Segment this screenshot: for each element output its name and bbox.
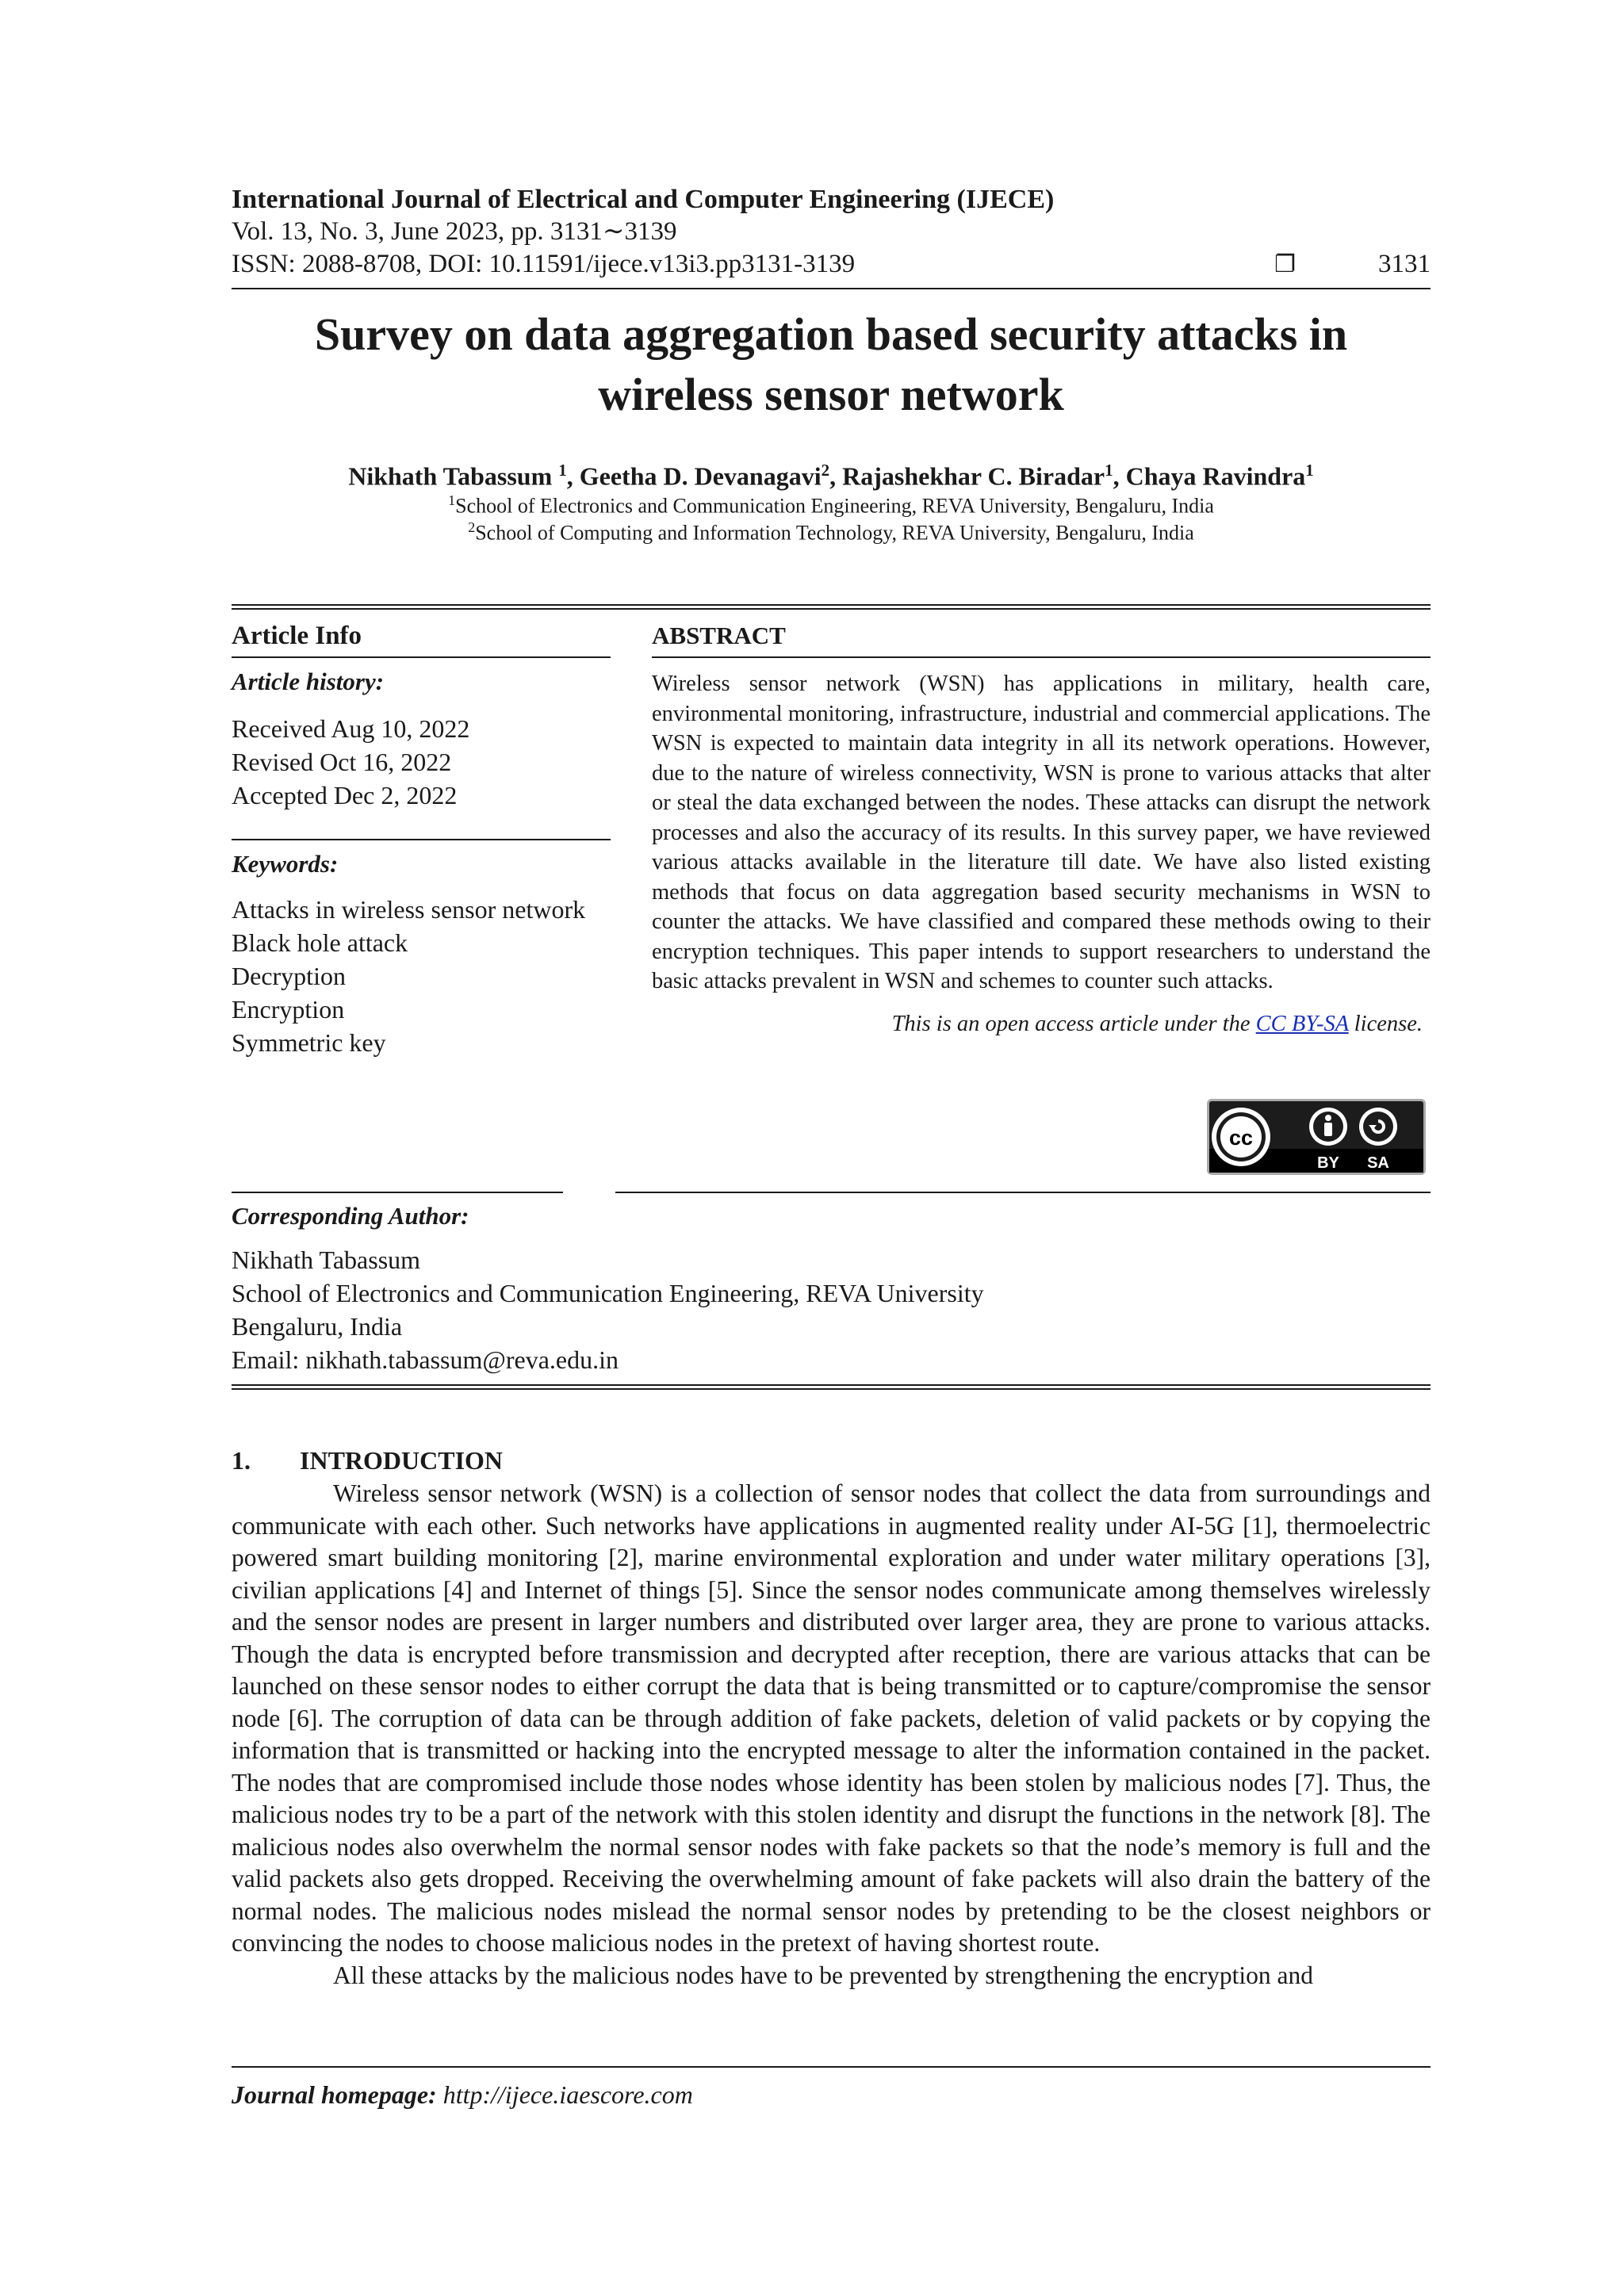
affiliation-text: School of Electronics and Communication Engineering, REVA University, Bengaluru, India	[455, 494, 1214, 518]
keyword: Attacks in wireless sensor network	[232, 895, 586, 924]
corresponding-city: Bengaluru, India	[232, 1312, 403, 1341]
section-heading	[232, 1443, 1431, 1478]
open-access-note	[652, 1009, 1431, 1039]
affiliation-mark: 1	[448, 492, 456, 508]
section-title: INTRODUCTION	[300, 1446, 504, 1475]
keyword: Decryption	[232, 962, 346, 990]
sa-icon	[1363, 1112, 1393, 1142]
rule-right	[615, 1192, 1431, 1193]
corresponding-email: Email: nikhath.tabassum@reva.edu.in	[232, 1345, 619, 1374]
author-name: Nikhath Tabassum	[348, 461, 559, 491]
author-separator: ,	[566, 461, 580, 491]
corresponding-label: Corresponding Author:	[232, 1202, 469, 1230]
corresponding-school: School of Electronics and Communication Engineering, REVA University	[232, 1279, 984, 1307]
issn-doi: ISSN: 2088-8708, DOI: 10.11591/ijece.v13i3.pp3131-3139	[232, 250, 856, 278]
title-line-1: Survey on data aggregation based security attacks in	[314, 308, 1348, 360]
history-received: Received Aug 10, 2022	[232, 714, 470, 743]
box-icon: ❐	[1274, 251, 1296, 278]
journal-name: International Journal of Electrical and Computer Engineering (IJECE)	[232, 185, 1055, 214]
by-label: BY	[1317, 1154, 1339, 1172]
keyword-list	[232, 893, 611, 1059]
section-number: 1.	[232, 1446, 251, 1475]
rule-left	[232, 1192, 563, 1193]
paper-title	[232, 304, 1431, 425]
open-access-prefix: This is an open access article under the	[891, 1011, 1256, 1036]
license-link[interactable]: CC BY-SA	[1255, 1011, 1349, 1036]
intro-paragraph-1: Wireless sensor network (WSN) is a collection of sensor nodes that collect the data from surroundings and communicate with each other. Such networks have applications in augmented reality under AI-5G [1], thermoelectric powered smart building monitoring [2], marine environmental exploration and under water military operations [3], civilian applications [4] and Internet of things [5]. Since the sensor nodes communicate among themselves wirelessly and the sensor nodes are present in larger numbers and distributed over larger area, they are prone to various attacks. Though the data is encrypted before transmission and decrypted after reception, there are various attacks that can be launched on these sensor nodes to either corrupt the data that is being transmitted or to capture/compromise the sensor node [6]. The corruption of data can be through addition of fake packets, deletion of valid packets or by copying the information that is transmitted or hacking into the encrypted message to alter the information contained in the packet. The nodes that are compromised include those nodes whose identity has been stolen by malicious nodes [7]. Thus, the malicious nodes try to be a part of the network with this stolen identity and disrupt the functions in the network [8]. The malicious nodes also overwhelm the normal sensor nodes with fake packets so that the node’s memory is full and the valid packets also gets dropped. Receiving the overwhelming amount of fake packets will also drain the battery of the normal nodes. The malicious nodes mislead the normal sensor nodes by pretending to be the closest neighbors or convincing the nodes to choose malicious nodes in the pretext of having shortest route.	[232, 1479, 1431, 1957]
author-separator: ,	[1113, 461, 1126, 491]
info-separator	[232, 839, 611, 840]
abstract	[652, 618, 1431, 1039]
history-revised: Revised Oct 16, 2022	[232, 748, 452, 776]
author-name: Geetha D. Devanagavi	[579, 461, 822, 491]
by-person-head	[1325, 1115, 1331, 1121]
sa-label: SA	[1367, 1154, 1389, 1172]
title-line-2: wireless sensor network	[598, 369, 1064, 420]
page-number: 3131	[1378, 250, 1431, 278]
history-accepted: Accepted Dec 2, 2022	[232, 781, 458, 809]
double-rule-top	[232, 604, 1431, 610]
author-name: Chaya Ravindra	[1125, 461, 1306, 491]
header-right	[1274, 247, 1431, 281]
author-name: Rajashekhar C. Biradar	[842, 461, 1105, 491]
double-rule-bottom	[232, 1384, 1431, 1390]
author-separator: ,	[829, 461, 843, 491]
article-info	[232, 618, 611, 1059]
footer-label: Journal homepage:	[232, 2080, 437, 2109]
intro-paragraph-2: All these attacks by the malicious nodes have to be prevented by strengthening the encryption and	[333, 1961, 1314, 1989]
footer-rule	[232, 2066, 1431, 2068]
author-affil-mark: 1	[1305, 461, 1314, 480]
issn-row	[232, 247, 1431, 281]
header-rule	[232, 288, 1431, 289]
affiliation-2	[232, 514, 1431, 547]
history-list	[232, 712, 611, 812]
keywords-label: Keywords:	[232, 850, 339, 878]
introduction-section	[232, 1443, 1431, 1992]
by-person-body	[1324, 1123, 1332, 1136]
journal-footer	[232, 2077, 693, 2112]
corresponding-details	[232, 1243, 1431, 1376]
history-label: Article history:	[232, 668, 385, 695]
running-header	[232, 184, 1431, 281]
corresponding-author	[232, 1197, 1431, 1376]
cc-badge-graphic	[1209, 1101, 1423, 1173]
abstract-text: Wireless sensor network (WSN) has applications in military, health care, environmental monitoring, infrastructure, industrial and commercial applications. The WSN is expected to maintain data integrity in all its network operations. However, due to the nature of wireless connectivity, WSN is prone to various attacks that alter or steal the data exchanged between the nodes. These attacks can disrupt the network processes and also the accuracy of its results. In this survey paper, we have reviewed various attacks available in the literature till date. We have also listed existing methods that focus on data aggregation based security mechanisms in WSN to counter the attacks. We have classified and compared these methods owing to their encryption techniques. This paper intends to support researchers to understand the basic attacks prevalent in WSN and schemes to counter such attacks.	[652, 672, 1431, 993]
cc-by-sa-badge[interactable]	[1207, 1099, 1426, 1175]
keyword: Symmetric key	[232, 1028, 386, 1057]
author-affil-mark: 1	[1105, 461, 1113, 480]
article-info-heading: Article Info	[232, 618, 611, 658]
cc-icon: cc	[1228, 1126, 1254, 1150]
keyword: Black hole attack	[232, 928, 408, 957]
keyword: Encryption	[232, 995, 345, 1024]
volume-line: Vol. 13, No. 3, June 2023, pp. 3131∼3139	[232, 217, 677, 246]
open-access-suffix: license.	[1348, 1011, 1423, 1036]
author-affil-mark: 2	[821, 461, 830, 480]
corresponding-name: Nikhath Tabassum	[232, 1246, 421, 1274]
affiliation-mark: 2	[468, 519, 476, 535]
abstract-heading: ABSTRACT	[652, 618, 1431, 658]
affiliation-text: School of Computing and Information Technology, REVA University, Bengaluru, India	[475, 521, 1194, 545]
author-affil-mark: 1	[558, 461, 567, 480]
footer-url[interactable]: http://ijece.iaescore.com	[436, 2080, 693, 2109]
